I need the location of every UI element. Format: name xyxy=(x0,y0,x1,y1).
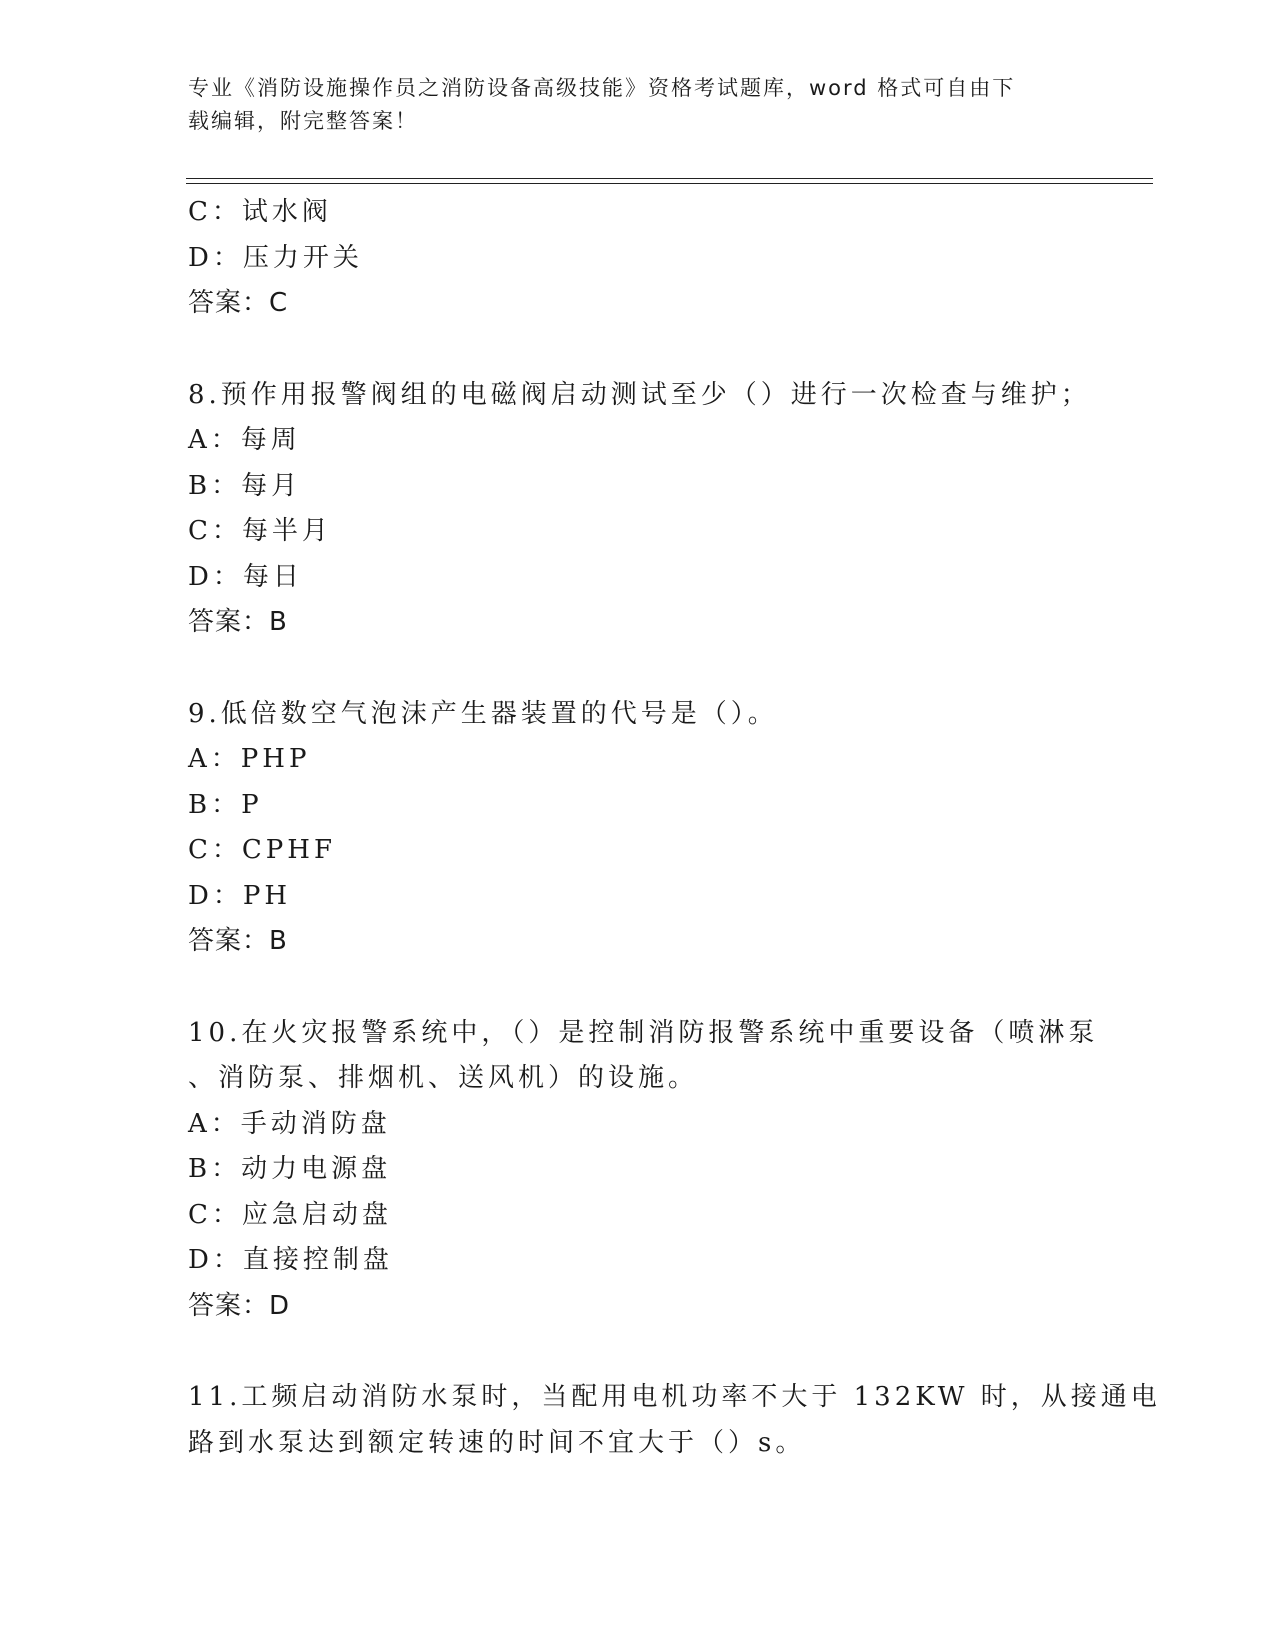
question-11 xyxy=(188,1375,1161,1466)
answer: 答案：C xyxy=(188,288,289,318)
option-b: B：P xyxy=(188,789,263,820)
question-text-line-2: 路到水泵达到额定转速的时间不宜大于（）s。 xyxy=(188,1427,806,1458)
option-c: C：CPHF xyxy=(188,835,336,865)
spacer xyxy=(188,327,1088,373)
question-8 xyxy=(188,373,1091,646)
option-c: C：每半月 xyxy=(188,516,332,546)
option-a: A：手动消防盘 xyxy=(188,1108,391,1139)
question-9 xyxy=(188,692,1088,965)
header-divider-top xyxy=(186,178,1153,179)
option-c: C：试水阀 xyxy=(188,197,332,227)
option-d: D：压力开关 xyxy=(188,242,363,273)
option-b: B：动力电源盘 xyxy=(188,1154,392,1184)
header-line-1: 专业《消防设施操作员之消防设备高级技能》资格考试题库，word 格式可自由下 xyxy=(188,76,1016,100)
header-line-2: 载编辑，附完整答案！ xyxy=(188,109,418,133)
question-7 xyxy=(188,190,1088,327)
spacer xyxy=(188,965,1088,1011)
option-d: D：PH xyxy=(188,880,292,911)
option-c: C：应急启动盘 xyxy=(188,1199,392,1230)
answer: 答案：B xyxy=(188,926,288,956)
option-a: A：每周 xyxy=(188,425,301,455)
header-divider-bottom xyxy=(186,183,1153,184)
question-text-line-1: 10.在火灾报警系统中，（）是控制消防报警系统中重要设备（喷淋泵 xyxy=(188,1017,1099,1048)
question-list xyxy=(188,190,1161,1466)
question-text-line-2: 、消防泵、排烟机、送风机）的设施。 xyxy=(188,1063,699,1093)
question-text-line-1: 11.工频启动消防水泵时，当配用电机功率不大于 132KW 时，从接通电 xyxy=(188,1382,1161,1412)
option-a: A：PHP xyxy=(188,744,311,774)
answer: 答案：D xyxy=(188,1290,291,1321)
spacer xyxy=(188,1329,1088,1375)
option-b: B：每月 xyxy=(188,470,302,501)
option-d: D：直接控制盘 xyxy=(188,1245,393,1275)
answer: 答案：B xyxy=(188,607,288,637)
option-d: D：每日 xyxy=(188,561,303,592)
spacer xyxy=(188,646,1088,692)
document-header xyxy=(188,72,1068,138)
question-10 xyxy=(188,1011,1099,1330)
question-text: 9.低倍数空气泡沫产生器装置的代号是（）。 xyxy=(188,698,778,729)
question-text: 8.预作用报警阀组的电磁阀启动测试至少（）进行一次检查与维护； xyxy=(188,379,1091,410)
